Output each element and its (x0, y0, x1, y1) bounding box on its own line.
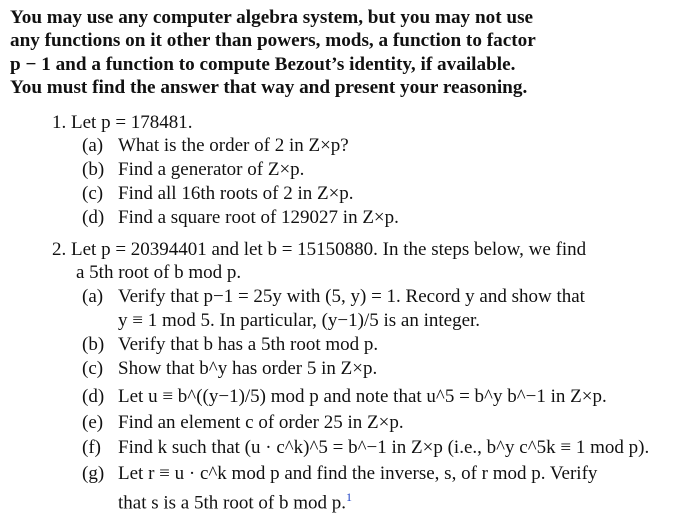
part-label: (f) (82, 437, 101, 458)
problem-2-part-a-cont: y ≡ 1 mod 5. In particular, (y−1)/5 is an integer. (118, 310, 481, 331)
part-label: (c) (82, 358, 104, 379)
part-text: Verify that p−1 = 25y with (5, y) = 1. Record y and show that (118, 286, 585, 307)
part-label: (d) (82, 386, 105, 407)
part-label: (c) (82, 183, 104, 204)
problem-2-part-g-cont (118, 486, 352, 514)
part-text: Find a generator of Z×p. (118, 159, 305, 180)
problem-2-part-d (82, 386, 607, 408)
intro-line: any functions on it other than powers, mods, a function to factor (10, 30, 536, 52)
problem-2-part-e (82, 412, 404, 434)
part-text: Find a square root of 129027 in Z×p. (118, 207, 399, 228)
problem-2-part-b (82, 334, 378, 356)
problem-1-header (52, 112, 193, 134)
part-label: (e) (82, 412, 104, 433)
problem-2-header (52, 239, 586, 261)
part-text: Find all 16th roots of 2 in Z×p. (118, 183, 354, 204)
part-text: Verify that b has a 5th root mod p. (118, 334, 379, 355)
problem-2-number: 2. (52, 239, 67, 260)
problem-2-statement-cont: a 5th root of b mod p. (76, 262, 242, 283)
part-label: (g) (82, 463, 105, 484)
problem-1-number: 1. (52, 112, 67, 133)
intro-paragraph (10, 6, 650, 100)
problem-1-part-d (82, 207, 399, 229)
problem-1-statement: Let p = 178481. (71, 112, 193, 133)
problem-1-part-a (82, 135, 349, 157)
part-label: (b) (82, 334, 105, 355)
part-text: Find k such that (u · c^k)^5 = b^−1 in Z×p (i.e., b^y c^5k ≡ 1 mod p). (118, 437, 650, 458)
part-text: Let r ≡ u · c^k mod p and find the inverse, s, of r mod p. Verify (118, 463, 598, 484)
part-label: (d) (82, 207, 105, 228)
problem-2-part-a (82, 286, 585, 308)
intro-line: p − 1 and a function to compute Bezout’s identity, if available. (10, 53, 516, 75)
part-label: (b) (82, 159, 105, 180)
intro-line: You may use any computer algebra system, but you may not use (10, 7, 534, 28)
part-text: that s is a 5th root of b mod p. (118, 492, 346, 514)
part-text: Find an element c of order 25 in Z×p. (118, 412, 404, 433)
footnote-marker: 1 (345, 490, 352, 504)
problem-2-part-f (82, 437, 649, 459)
part-text: What is the order of 2 in Z×p? (118, 135, 349, 156)
problem-2-part-g (82, 463, 597, 485)
problem-1-part-b (82, 159, 304, 181)
part-label: (a) (82, 135, 104, 156)
part-label: (a) (82, 286, 104, 307)
intro-line: You must find the answer that way and present your reasoning. (10, 77, 528, 99)
part-text: Show that b^y has order 5 in Z×p. (118, 358, 378, 379)
problem-2-statement: Let p = 20394401 and let b = 15150880. In the steps below, we find (71, 239, 587, 260)
problem-1-part-c (82, 183, 354, 205)
problem-2-part-c (82, 358, 377, 380)
part-text: Let u ≡ b^((y−1)/5) mod p and note that u^5 = b^y b^−1 in Z×p. (118, 386, 607, 407)
